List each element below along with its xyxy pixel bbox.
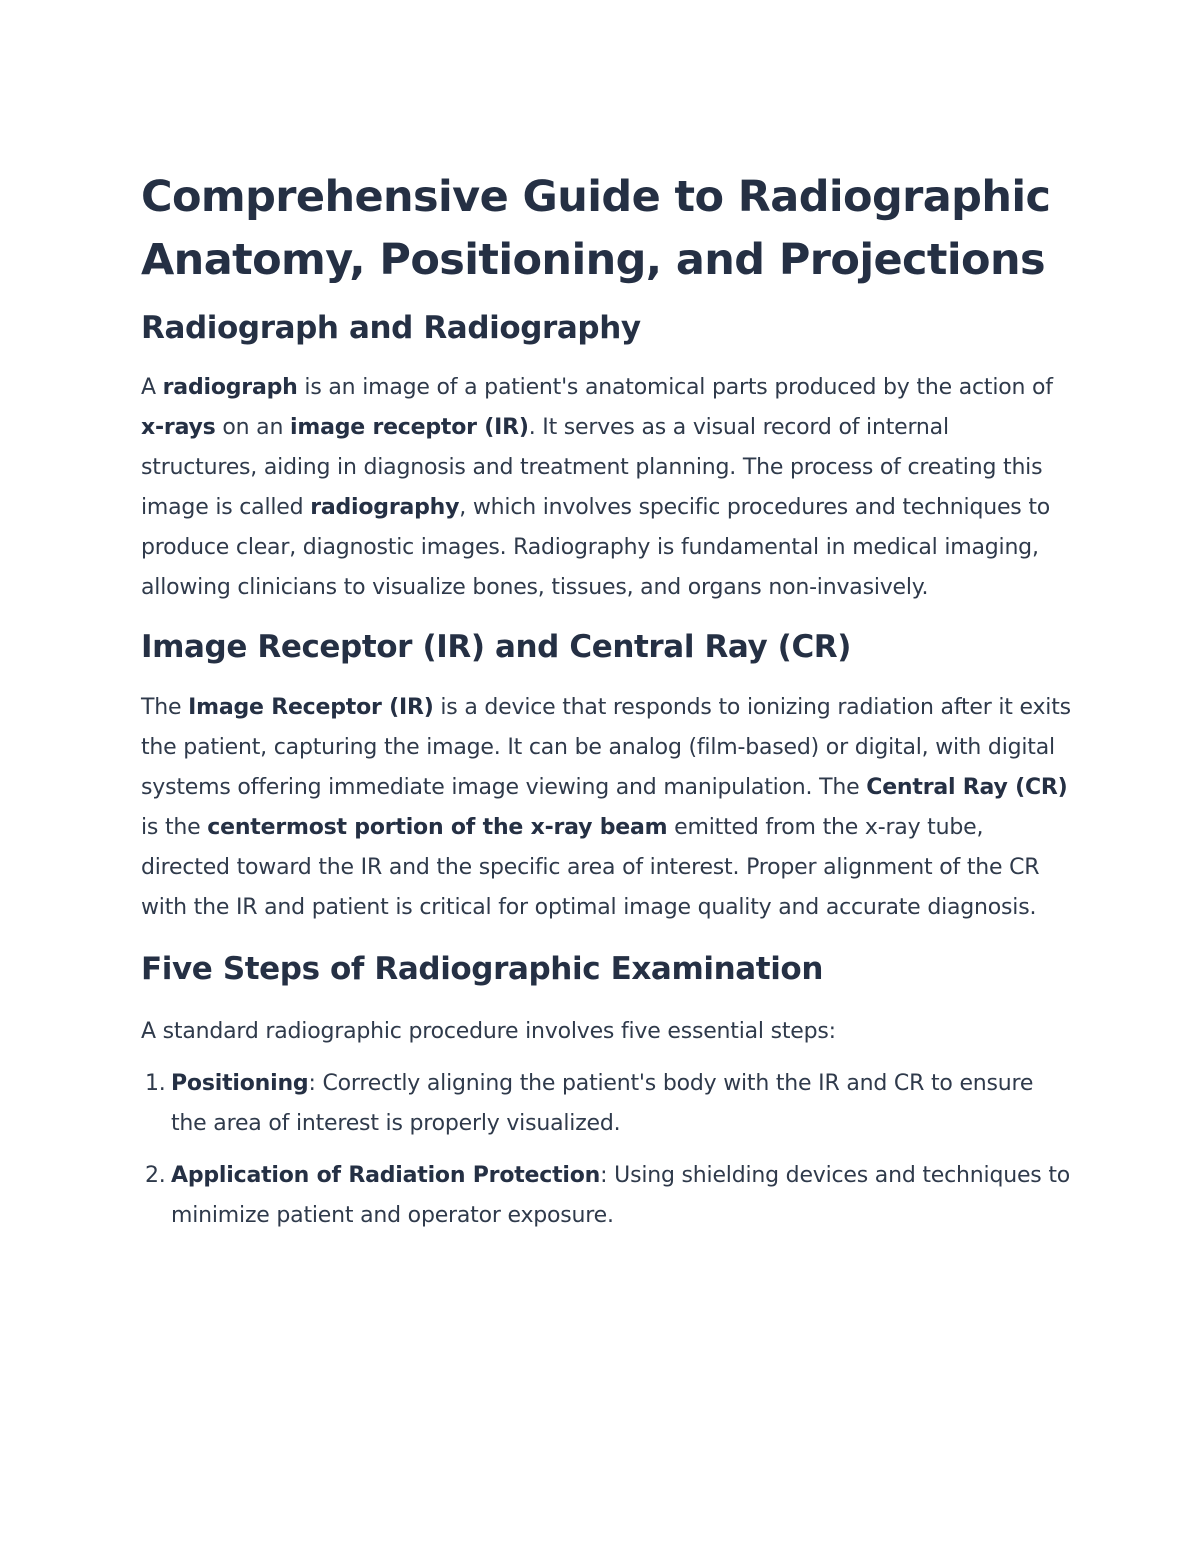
paragraph-ir-cr <box>141 688 1071 928</box>
section-heading-radiograph: Radiograph and Radiography <box>141 310 641 346</box>
text-run: on an <box>215 415 290 440</box>
bold-term-centermost-portion: centermost portion of the x-ray beam <box>207 815 668 840</box>
document-page <box>141 166 1071 1248</box>
document-title: Comprehensive Guide to Radiographic Anatomy, Positioning, and Projections <box>141 172 1051 285</box>
text-run: is a device that responds to ionizing radiation after it exits the patient, capturing the image. It can be analog (film-based) or digital, with digital systems offering immediate image viewing and manipulation. The <box>141 695 1071 800</box>
section-heading-ir-cr: Image Receptor (IR) and Central Ray (CR) <box>141 629 852 665</box>
step-text: : Correctly aligning the patient's body with the IR and CR to ensure the area of interest is properly visualized. <box>171 1071 1034 1136</box>
bold-term-central-ray: Central Ray (CR) <box>866 775 1068 800</box>
list-number: 2. <box>145 1163 166 1188</box>
bold-term-image-receptor: image receptor (IR) <box>290 415 529 440</box>
step-label: Positioning <box>171 1071 309 1096</box>
text-run: is the <box>141 815 208 840</box>
text-run: , which involves specific procedures and techniques to produce clear, diagnostic images. Radiography is fundamental in medical imaging, allowing clinicians to visualize bones, tissues, and organs non-invasively. <box>141 495 1051 600</box>
list-item <box>141 1064 1071 1144</box>
text-run: is an image of a patient's anatomical parts produced by the action of <box>297 375 1053 400</box>
step-text: : Using shielding devices and techniques to minimize patient and operator exposure. <box>171 1163 1071 1228</box>
step-label: Application of Radiation Protection <box>171 1163 601 1188</box>
paragraph-radiograph <box>141 368 1071 608</box>
section-heading-steps: Five Steps of Radiographic Examination <box>141 951 823 987</box>
bold-term-radiograph: radiograph <box>162 375 298 400</box>
list-number: 1. <box>145 1071 166 1096</box>
text-run: . It serves as a visual record of internal structures, aiding in diagnosis and treatment planning. The process of creating this image is called <box>141 415 1043 520</box>
bold-term-radiography: radiography <box>310 495 460 520</box>
text-run: emitted from the x-ray tube, directed toward the IR and the specific area of interest. Proper alignment of the CR with the IR and patient is critical for optimal image quality and accurate diagnosis. <box>141 815 1040 920</box>
text-run: The <box>141 695 189 720</box>
steps-intro: A standard radiographic procedure involves five essential steps: <box>141 1019 836 1044</box>
steps-list <box>141 1064 1071 1236</box>
bold-term-x-rays: x-rays <box>141 415 216 440</box>
text-run: A <box>141 375 163 400</box>
list-item <box>141 1156 1071 1236</box>
bold-term-image-receptor: Image Receptor (IR) <box>188 695 434 720</box>
